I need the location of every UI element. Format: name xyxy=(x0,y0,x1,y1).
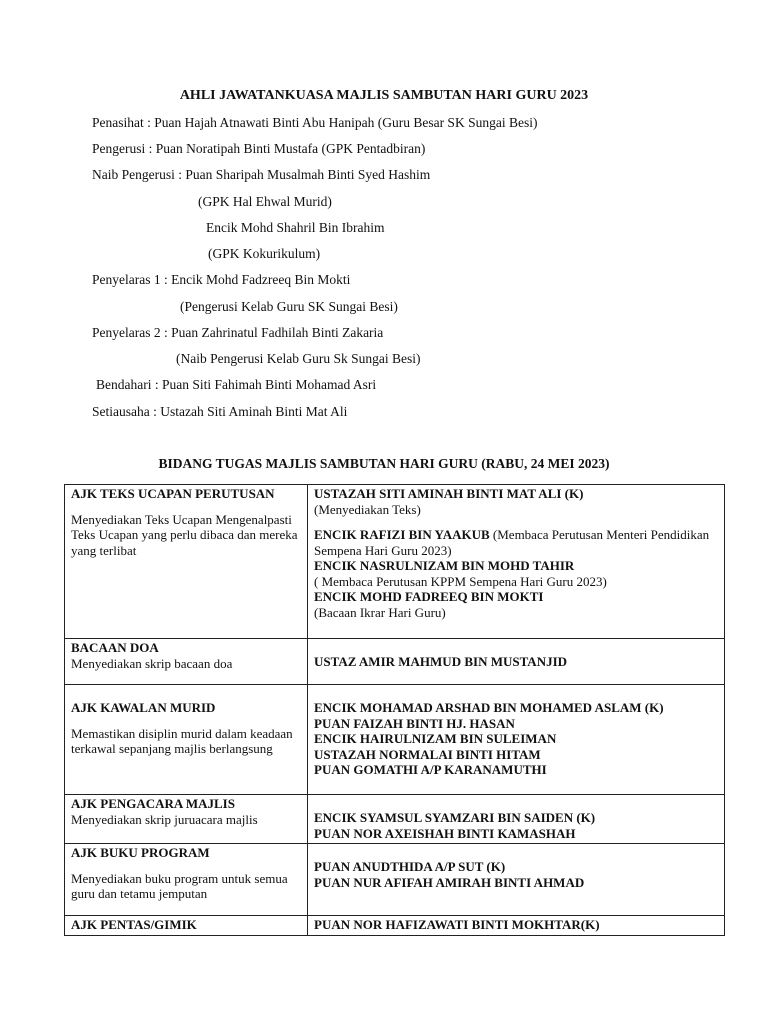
duty-description: Memastikan disiplin murid dalam keadaan terkawal sepanjang majlis berlangsung xyxy=(71,725,293,756)
member-name: PUAN FAIZAH BINTI HJ. HASAN xyxy=(314,715,515,731)
committee-line-penyelaras-2-role: (Naib Pengerusi Kelab Guru Sk Sungai Besi) xyxy=(176,351,421,366)
duty-heading: AJK TEKS UCAPAN PERUTUSAN xyxy=(71,486,275,501)
member-note: (Menyediakan Teks) xyxy=(314,501,421,517)
member-name: PUAN NOR AXEISHAH BINTI KAMASHAH xyxy=(314,825,576,841)
committee-title: AHLI JAWATANKUASA MAJLIS SAMBUTAN HARI GURU 2023 xyxy=(179,88,589,103)
table-row xyxy=(65,485,725,639)
member-name: ENCIK MOHD FADREEQ BIN MOKTI xyxy=(314,589,544,604)
duty-heading: AJK PENGACARA MAJLIS xyxy=(71,796,235,811)
member-name: ENCIK NASRULNIZAM BIN MOHD TAHIR xyxy=(314,558,575,573)
table-row xyxy=(65,639,725,685)
table-row xyxy=(65,916,725,936)
member-note: (Membaca Perutusan Menteri Pendidikan Sempena Hari Guru 2023) xyxy=(314,527,710,558)
committee-line-pengerusi: Pengerusi : Puan Noratipah Binti Mustafa (GPK Pentadbiran) xyxy=(92,141,426,156)
duty-cell xyxy=(65,639,308,685)
committee-line-bendahari: Bendahari : Puan Siti Fahimah Binti Mohamad Asri xyxy=(96,377,377,392)
duty-description: Menyediakan skrip juruacara majlis xyxy=(71,811,258,827)
duty-heading: AJK BUKU PROGRAM xyxy=(71,845,210,860)
members-cell xyxy=(308,485,725,639)
member-name: ENCIK MOHAMAD ARSHAD BIN MOHAMED ASLAM (K) xyxy=(314,700,664,715)
member-note: ( Membaca Perutusan KPPM Sempena Hari Guru 2023) xyxy=(314,573,607,589)
members-cell xyxy=(308,639,725,685)
duty-cell xyxy=(65,916,308,936)
member-name: PUAN ANUDTHIDA A/P SUT (K) xyxy=(314,859,506,874)
committee-line-naib-pengerusi-2: Encik Mohd Shahril Bin Ibrahim xyxy=(206,220,385,235)
members-cell xyxy=(308,916,725,936)
committee-line-naib-pengerusi-2-role: (GPK Kokurikulum) xyxy=(208,246,321,261)
duty-cell xyxy=(65,685,308,795)
duty-cell xyxy=(65,795,308,844)
duty-heading: BACAAN DOA xyxy=(71,640,159,655)
member-name: PUAN GOMATHI A/P KARANAMUTHI xyxy=(314,762,547,777)
duty-cell xyxy=(65,844,308,916)
committee-line-penasihat: Penasihat : Puan Hajah Atnawati Binti Abu Hanipah (Guru Besar SK Sungai Besi) xyxy=(92,115,538,130)
committee-line-naib-pengerusi-role: (GPK Hal Ehwal Murid) xyxy=(198,194,332,209)
committee-line-setiausaha: Setiausaha : Ustazah Siti Aminah Binti Mat Ali xyxy=(92,404,348,419)
member-name: PUAN NOR HAFIZAWATI BINTI MOKHTAR(K) xyxy=(314,917,600,932)
member-name: ENCIK RAFIZI BIN YAAKUB xyxy=(314,527,490,542)
member-name: USTAZAH SITI AMINAH BINTI MAT ALI (K) xyxy=(314,486,584,501)
member-name: ENCIK HAIRULNIZAM BIN SULEIMAN xyxy=(314,731,557,746)
members-cell xyxy=(308,844,725,916)
duty-description: Menyediakan skrip bacaan doa xyxy=(71,655,233,671)
members-cell xyxy=(308,685,725,795)
table-row xyxy=(65,685,725,795)
table-row xyxy=(65,844,725,916)
member-name: ENCIK SYAMSUL SYAMZARI BIN SAIDEN (K) xyxy=(314,810,596,825)
duty-description: Menyediakan buku program untuk semua guru dan tetamu jemputan xyxy=(71,870,288,901)
member-name: USTAZ AMIR MAHMUD BIN MUSTANJID xyxy=(314,654,568,669)
duty-heading: AJK PENTAS/GIMIK xyxy=(71,917,197,932)
committee-line-penyelaras-1-role: (Pengerusi Kelab Guru SK Sungai Besi) xyxy=(180,299,398,314)
member-note: (Bacaan Ikrar Hari Guru) xyxy=(314,604,446,620)
table-row xyxy=(65,795,725,844)
duty-cell xyxy=(65,485,308,639)
committee-line-naib-pengerusi: Naib Pengerusi : Puan Sharipah Musalmah Binti Syed Hashim xyxy=(92,167,431,182)
committee-line-penyelaras-1: Penyelaras 1 : Encik Mohd Fadzreeq Bin Mokti xyxy=(92,272,351,287)
duties-title: BIDANG TUGAS MAJLIS SAMBUTAN HARI GURU (RABU, 24 MEI 2023) xyxy=(158,456,610,471)
member-name: USTAZAH NORMALAI BINTI HITAM xyxy=(314,746,541,762)
duties-table xyxy=(64,484,725,936)
duty-description: Menyediakan Teks Ucapan Mengenalpasti Teks Ucapan yang perlu dibaca dan mereka yang terlibat xyxy=(71,511,298,558)
member-name: PUAN NUR AFIFAH AMIRAH BINTI AHMAD xyxy=(314,874,585,890)
members-cell xyxy=(308,795,725,844)
committee-line-penyelaras-2: Penyelaras 2 : Puan Zahrinatul Fadhilah Binti Zakaria xyxy=(92,325,384,340)
member-entry xyxy=(314,527,718,558)
duty-heading: AJK KAWALAN MURID xyxy=(71,700,216,715)
